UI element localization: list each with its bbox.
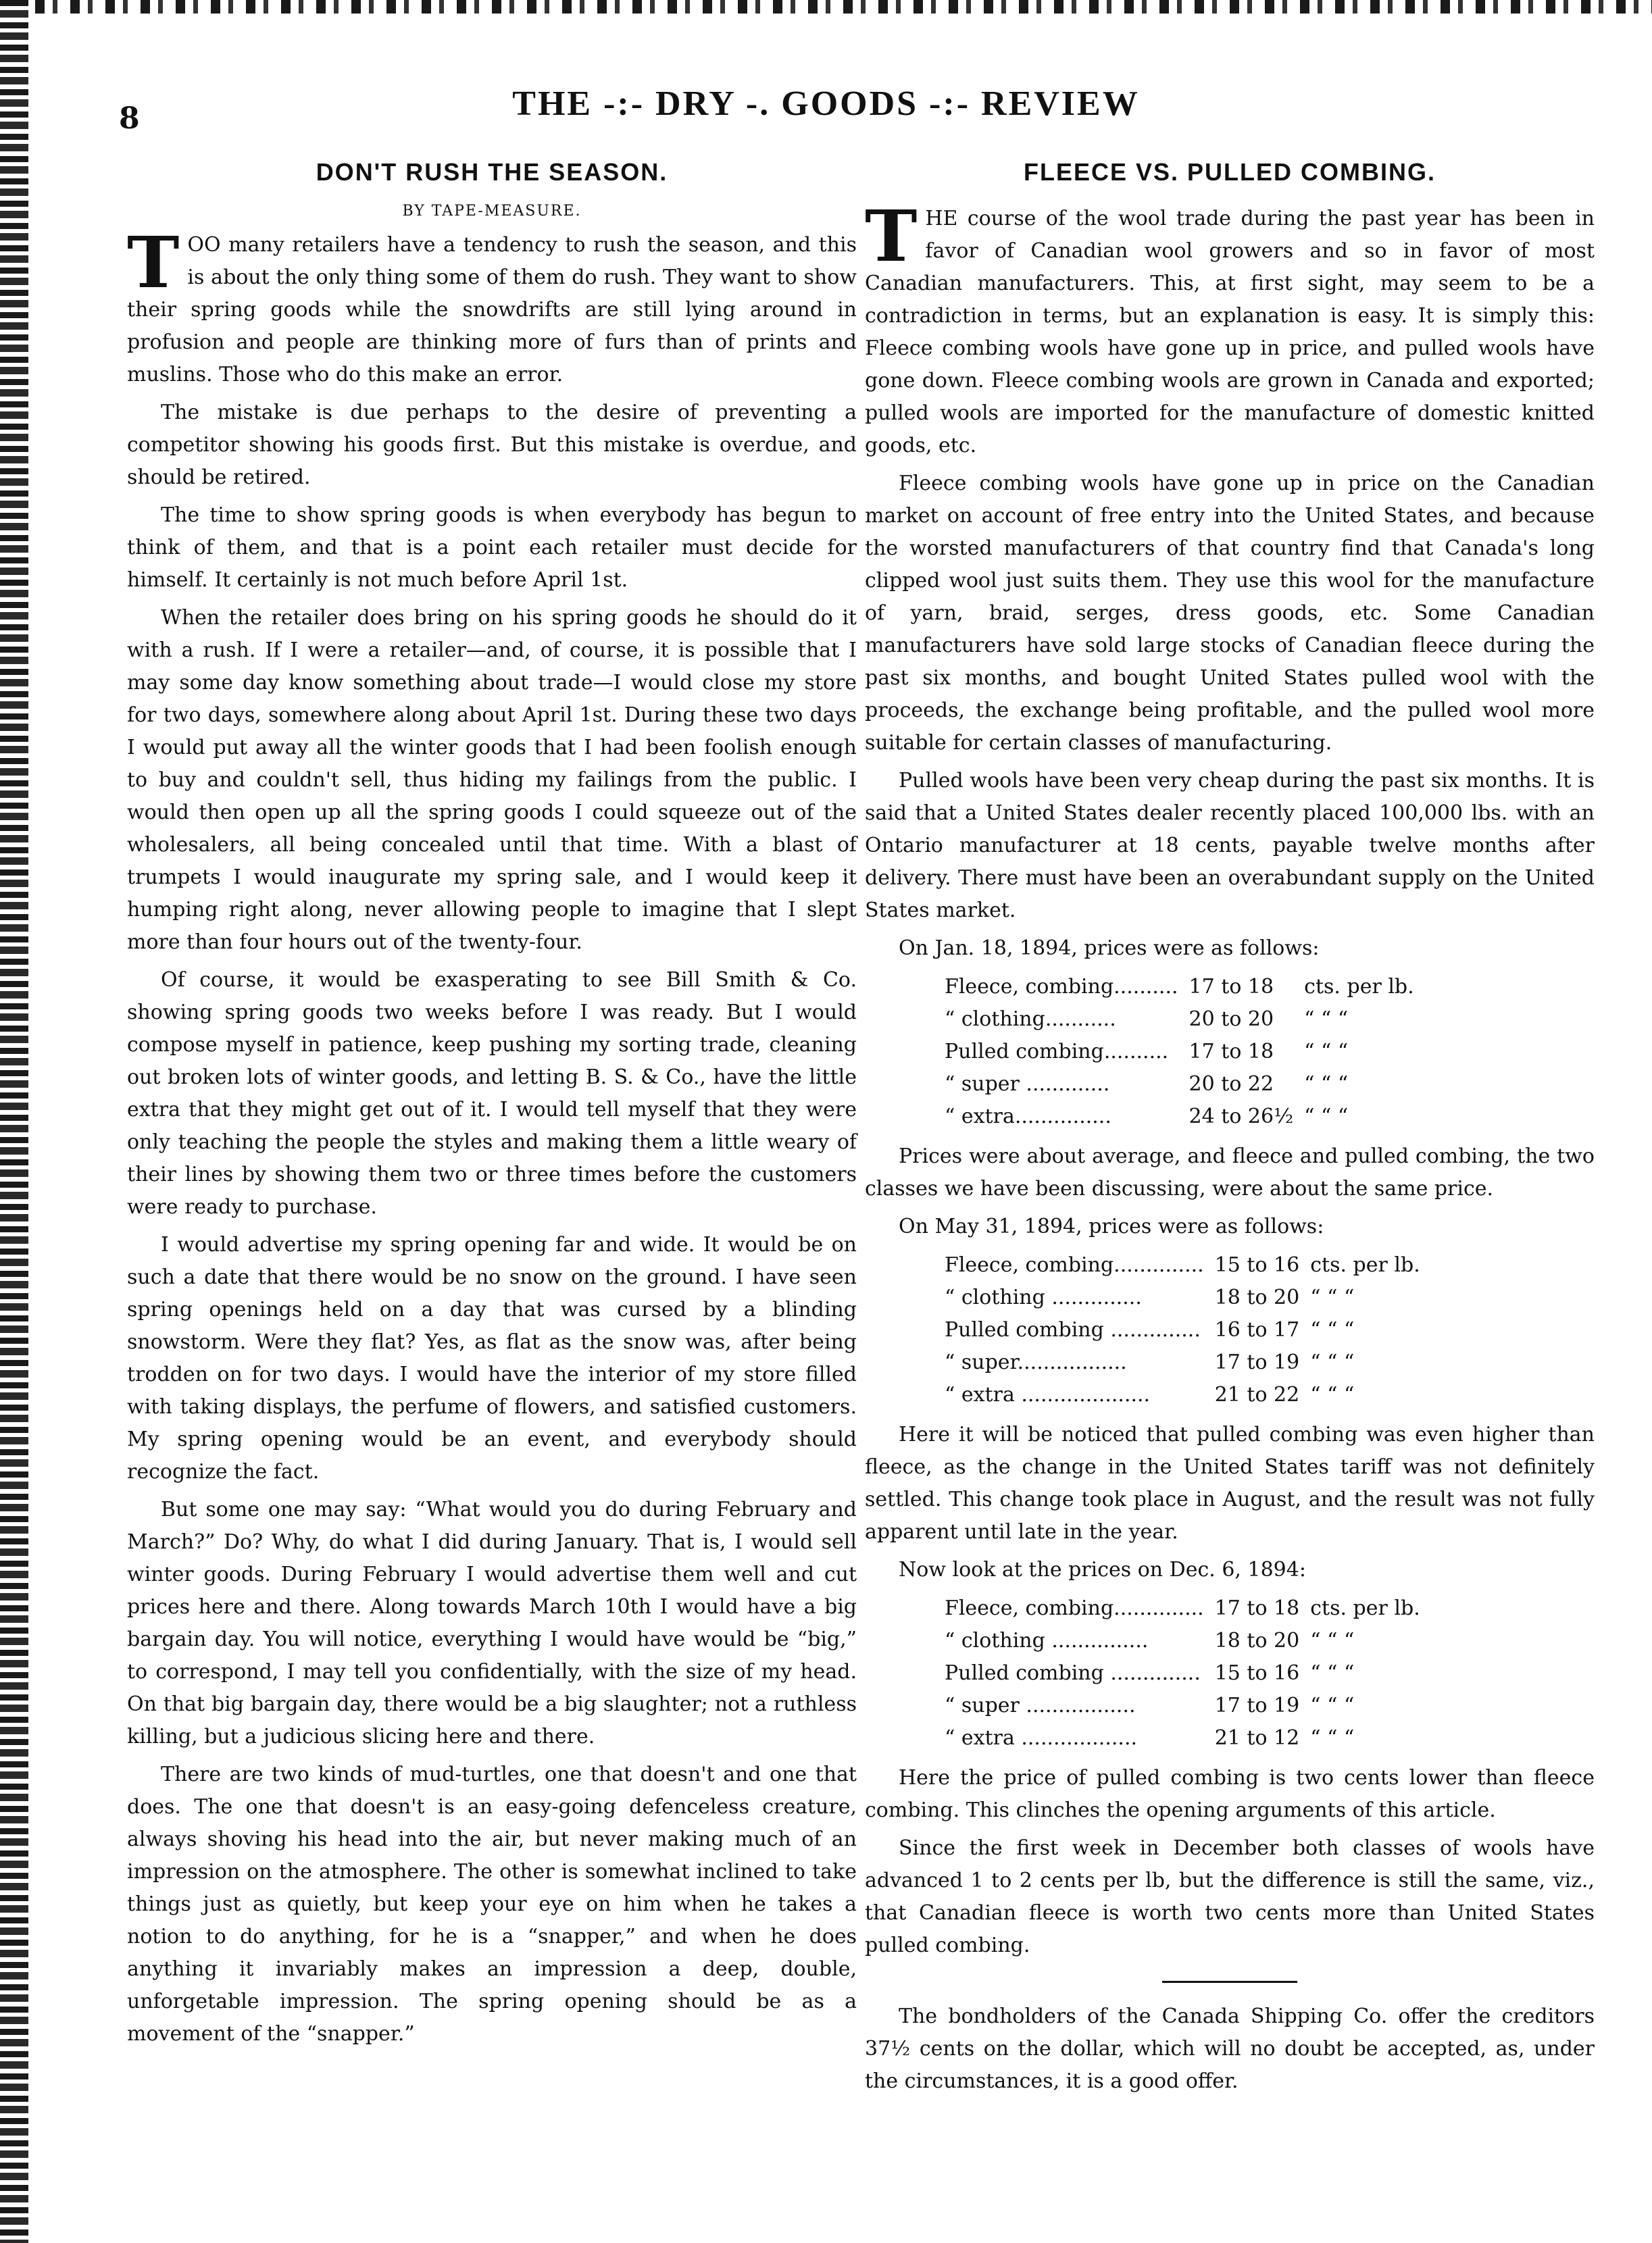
left-paragraph-4: When the retailer does bring on his spring goods he should do it with a rush. If I were a retailer—and, of course, it is possible that I may some day know something about trade—I would close my store for two days, somewhere along about April 1st. During these two days I would put away all the winter goods that I had been foolish enough to buy and couldn't sell, thus hiding my failings from the public. I would then open up all the spring goods I could squeeze out of the wholesalers, all being concealed until that time. With a blast of trumpets I would inaugurate my spring sale, and I would keep it humping right along, never allowing people to imagine that I slept more than four hours out of the twenty-four.: [127, 606, 857, 954]
table-cell-unit: “ “ “: [1310, 1317, 1355, 1342]
scan-edge-left: [0, 0, 28, 2243]
table-cell-item: Fleece, combing..............: [945, 1253, 1204, 1277]
table-cell-item: “ super .................: [945, 1693, 1136, 1717]
left-paragraph-1: [127, 221, 857, 391]
table-cell-price: 18 to 20: [1214, 1628, 1300, 1653]
table-cell-price: 17 to 19: [1214, 1693, 1300, 1717]
table-cell-price: 24 to 26½: [1188, 1104, 1294, 1128]
table-row: [939, 970, 1420, 1003]
right-paragraph-intro: [865, 195, 1595, 462]
masthead-title: THE -:- DRY -. GOODS -:- REVIEW: [512, 84, 1140, 123]
table-cell-item: Fleece, combing..............: [945, 1596, 1204, 1620]
table-cell-price: 18 to 20: [1214, 1285, 1300, 1309]
right-paragraph-d1: Here the price of pulled combing is two cents lower than fleece combing. This clinches the opening arguments of this article.: [865, 1766, 1595, 1822]
price-table-2: [939, 1249, 1426, 1411]
table-cell-unit: “ “ “: [1304, 1007, 1349, 1031]
table-row: [939, 1721, 1426, 1754]
right-paragraph-d2: Since the first week in December both classes of wools have advanced 1 to 2 cents per lb, but the difference is still the same, viz., that Canadian fleece is worth two cents more than United States pulled combing.: [865, 1836, 1595, 1957]
table-row: [939, 1249, 1426, 1281]
table-cell-price: 17 to 18: [1188, 974, 1274, 999]
right-paragraph-intro-text: HE course of the wool trade during the past year has been in favor of Canadian wool growers and so in favor of most Canadian manufacturers. This, at first sight, may seem to be a contradiction in terms, but an explanation is easy. It is simply this: Fleece combing wools have gone up in price, and pulled wools have gone down. Fleece combing wools are grown in Canada and exported; pulled wools are imported for the manufacture of domestic knitted goods, etc.: [865, 207, 1595, 457]
table-cell-price: 21 to 22: [1214, 1382, 1300, 1407]
table-cell-price: 15 to 16: [1214, 1253, 1300, 1277]
table-cell-unit: “ “ “: [1310, 1693, 1355, 1717]
price-table-1-intro: On Jan. 18, 1894, prices were as follows:: [899, 936, 1320, 960]
left-paragraph-1-text: OO many retailers have a tendency to rush the season, and this is about the only thing some of them do rush. They want to show their spring goods while the snowdrifts are still lying around in profusion and people are thinking more of furs than of prints and muslins. Those who do this make an error.: [127, 233, 857, 386]
table-cell-item: “ extra ..................: [945, 1725, 1138, 1750]
table-cell-item: “ extra ....................: [945, 1382, 1151, 1407]
right-column: [865, 149, 1595, 2103]
table-cell-item: “ extra...............: [945, 1104, 1111, 1128]
table-cell-price: 17 to 18: [1214, 1596, 1300, 1620]
left-paragraph-6: I would advertise my spring opening far and wide. It would be on such a date that there would be no snow on the ground. I have seen spring openings held on a day that was cursed by a blinding snowstorm. Were they flat? Yes, as flat as the snow was, after being trodden on for two days. I would have the interior of my store filled with taking displays, the perfume of flowers, and satisfied customers. My spring opening would be an event, and everybody should recognize the fact.: [127, 1233, 857, 1484]
notice-paragraph: The bondholders of the Canada Shipping Co. offer the creditors 37½ cents on the dollar, which will no doubt be accepted, as, under the circumstances, it is a good offer.: [865, 2005, 1595, 2093]
price-table-1: [939, 970, 1420, 1132]
left-column: [127, 149, 857, 2056]
table-cell-item: Pulled combing ..............: [945, 1317, 1201, 1342]
table-row: [939, 1689, 1426, 1721]
table-cell-unit: cts. per lb.: [1310, 1596, 1420, 1620]
left-paragraph-5: Of course, it would be exasperating to see Bill Smith & Co. showing spring goods two weeks before I was ready. But I would compose myself in patience, keep pushing my sorting trade, cleaning out broken lots of winter goods, and letting B. S. & Co., have the little extra that they might get out of it. I would tell myself that they were only teaching the people the styles and making them a little weary of their lines by showing them two or three times before the customers were ready to purchase.: [127, 968, 857, 1219]
table-cell-price: 16 to 17: [1214, 1317, 1300, 1342]
table-cell-item: “ clothing ..............: [945, 1285, 1142, 1309]
table-row: [939, 1592, 1426, 1624]
left-paragraph-7: But some one may say: “What would you do during February and March?” Do? Why, do what I did during January. That is, I would sell winter goods. During February I would advertise them well and cut prices here and there. Along towards March 10th I would have a big bargain day. You will notice, everything I would have would be “big,” to correspond, I may tell you confidentially, with the size of my head. On that big bargain day, there would be a big slaughter; not a ruthless killing, but a judicious slicing here and there.: [127, 1498, 857, 1748]
table-cell-unit: “ “ “: [1310, 1285, 1355, 1309]
table-cell-unit: “ “ “: [1304, 1039, 1349, 1063]
table-cell-item: “ clothing ...............: [945, 1628, 1149, 1653]
table-cell-price: 17 to 19: [1214, 1350, 1300, 1374]
section-divider: [1162, 1981, 1297, 1983]
table-cell-unit: “ “ “: [1304, 1072, 1349, 1096]
left-paragraph-8: There are two kinds of mud-turtles, one that doesn't and one that does. The one that doesn't is an easy-going defenceless creature, always shoving his head into the air, but never making much of an impression on the atmosphere. The other is somewhat inclined to take things just as quietly, but keep your eye on him when he takes a notion to do anything, for he is a “snapper,” and when he does anything it invariably makes an impression a deep, double, unforgetable impression. The spring opening should be as a movement of the “snapper.”: [127, 1763, 857, 2046]
table-cell-unit: “ “ “: [1310, 1628, 1355, 1653]
right-paragraph-a2: Pulled wools have been very cheap during the past six months. It is said that a United States dealer recently placed 100,000 lbs. with an Ontario manufacturer at 18 cents, payable twelve months after delivery. There must have been an overabundant supply on the United States market.: [865, 769, 1595, 922]
table-row: [939, 1624, 1426, 1657]
table-cell-price: 15 to 16: [1214, 1661, 1300, 1685]
left-paragraph-3: The time to show spring goods is when everybody has begun to think of them, and that is a point each retailer must decide for himself. It certainly is not much before April 1st.: [127, 503, 857, 592]
table-cell-unit: “ “ “: [1304, 1104, 1349, 1128]
table-row: [939, 1378, 1426, 1411]
right-paragraph-b: Prices were about average, and fleece and pulled combing, the two classes we have been discussing, were about the same price.: [865, 1144, 1595, 1201]
table-cell-unit: “ “ “: [1310, 1661, 1355, 1685]
table-cell-item: Pulled combing ..............: [945, 1661, 1201, 1685]
price-table-3-intro: Now look at the prices on Dec. 6, 1894:: [899, 1558, 1306, 1582]
table-cell-unit: cts. per lb.: [1310, 1253, 1420, 1277]
right-paragraph-a1: Fleece combing wools have gone up in price on the Canadian market on account of free entry into the United States, and because the worsted manufacturers of that country find that Canada's long clipped wool just suits them. They use this wool for the manufacture of yarn, braid, serges, dress goods, etc. Some Canadian manufacturers have sold large stocks of Canadian fleece during the past six months, and bought United States pulled wool with the proceeds, the exchange being profitable, and the pulled wool more suitable for certain classes of manufacturing.: [865, 472, 1595, 755]
table-row: [939, 1281, 1426, 1313]
table-row: [939, 1003, 1420, 1035]
table-row: [939, 1313, 1426, 1346]
scan-edge-top: [0, 0, 1652, 14]
table-cell-item: Pulled combing..........: [945, 1039, 1169, 1063]
left-article-byline: BY TAPE-MEASURE.: [402, 203, 582, 220]
table-row: [939, 1067, 1420, 1100]
left-paragraph-2: The mistake is due perhaps to the desire of preventing a competitor showing his goods first. But this mistake is overdue, and should be retired.: [127, 401, 857, 489]
table-row: [939, 1346, 1426, 1378]
right-article-title: FLEECE VS. PULLED COMBING.: [1023, 158, 1436, 186]
table-row: [939, 1100, 1420, 1132]
table-row: [939, 1035, 1420, 1067]
table-cell-item: “ clothing...........: [945, 1007, 1116, 1031]
table-cell-price: 20 to 20: [1188, 1007, 1274, 1031]
right-dropcap: T: [865, 195, 918, 278]
right-paragraph-c: Here it will be noticed that pulled combing was even higher than fleece, as the change in the United States tariff was not definitely settled. This change took place in August, and the result was not fully apparent until late in the year.: [865, 1423, 1595, 1544]
table-cell-item: Fleece, combing..........: [945, 974, 1178, 999]
price-table-2-intro: On May 31, 1894, prices were as follows:: [899, 1215, 1324, 1238]
table-cell-price: 17 to 18: [1188, 1039, 1274, 1063]
page-number: 8: [119, 101, 140, 136]
left-dropcap: T: [127, 221, 180, 304]
table-cell-item: “ super.................: [945, 1350, 1127, 1374]
left-article-title: DON'T RUSH THE SEASON.: [316, 158, 668, 186]
table-cell-unit: cts. per lb.: [1304, 974, 1414, 999]
table-cell-price: 21 to 12: [1214, 1725, 1300, 1750]
table-cell-unit: “ “ “: [1310, 1350, 1355, 1374]
table-cell-unit: “ “ “: [1310, 1725, 1355, 1750]
table-row: [939, 1657, 1426, 1689]
table-cell-price: 20 to 22: [1188, 1072, 1274, 1096]
table-cell-item: “ super .............: [945, 1072, 1110, 1096]
price-table-3: [939, 1592, 1426, 1754]
table-cell-unit: “ “ “: [1310, 1382, 1355, 1407]
